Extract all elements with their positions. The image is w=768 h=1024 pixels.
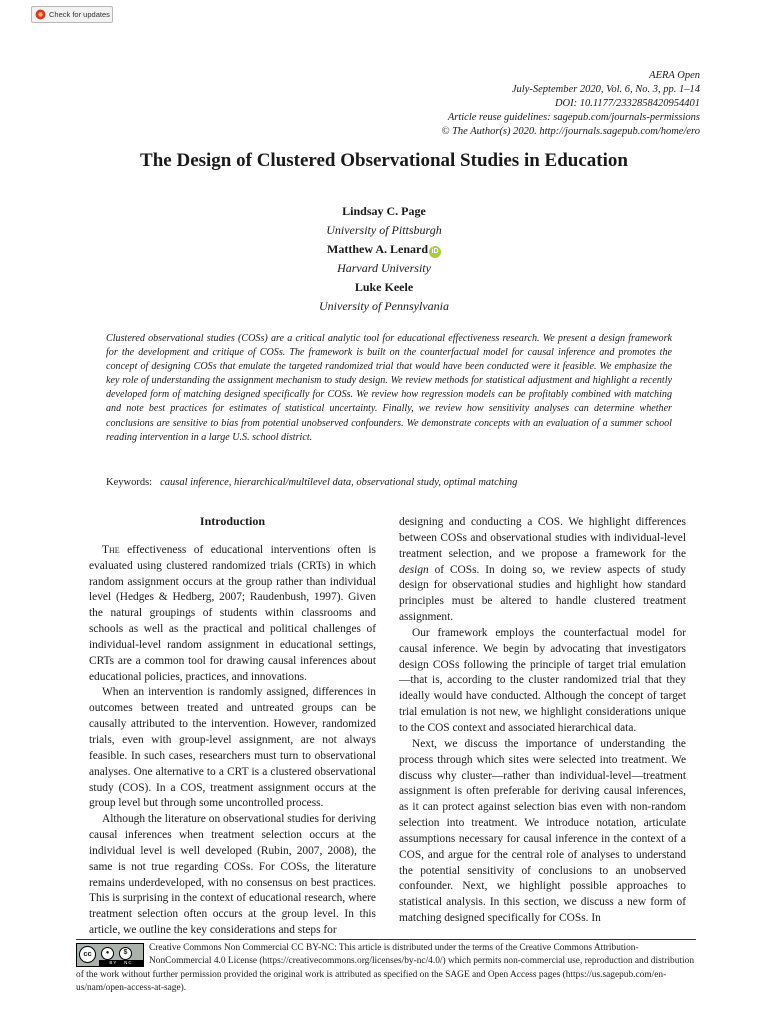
author-name: Matthew A. Lenard <box>327 242 428 256</box>
check-for-updates-label: Check for updates <box>49 10 110 19</box>
article-title: The Design of Clustered Observational Studies in Education <box>140 150 628 171</box>
author-affiliation: University of Pittsburgh <box>326 223 442 237</box>
orcid-icon[interactable]: iD <box>429 246 441 258</box>
cc-tag: BY NC <box>99 960 143 966</box>
license-footer <box>76 939 696 996</box>
section-heading: Introduction <box>199 514 266 528</box>
paragraph: The effectiveness of educational interventions often is evaluated using clustered randomized trials (CRTs) in which random assignment occurs at the group rather than individual level (Hedges & Hedberg, 2007; Raudenbush, 1997). Given the natural groupings of students within classrooms and schools as well as the practical and political challenges of individual-level random assignment in educational settings, CRTs are a common tool for drawing causal inferences about educational policies, practices, and innovations. <box>89 543 376 683</box>
author-affiliation: Harvard University <box>337 261 431 275</box>
no-dollar-icon: $ <box>119 947 132 960</box>
author-name-with-orcid <box>0 240 768 259</box>
left-column <box>89 514 376 939</box>
keywords <box>106 477 517 488</box>
paragraph: Our framework employs the counterfactual model for causal inference. We begin by advocating that investigators design COSs following the principle of target trial emulation—that is, according to the cluster randomized trial that they ideally would have conducted. Although the concept of target trial emulation is not new, we highlight considerations unique to the COS context and associated hierarchical data. <box>399 626 686 734</box>
cc-logo-icon: cc <box>79 946 96 963</box>
journal-doi[interactable]: DOI: 10.1177/2332858420954401 <box>554 98 700 109</box>
author-name: Luke Keele <box>354 280 414 294</box>
paragraph: Next, we discuss the importance of understanding the process through which sites were selected into treatment. We discuss why cluster—rather than individual-level—treatment assignment is often preferable for deriving causal inferences, as it can protect against selection bias even with non-random selection into treatment. We introduce notation, articulate assumptions necessary for causal inference in the context of a COS, and argue for the central role of analyses to understand the potential sensitivity of conclusions to an unobserved confounder. Next, we highlight possible approaches to statistical analysis. In this section, we discuss a new form of matching designed specifically for COSs. In <box>399 737 686 925</box>
right-column <box>399 515 686 927</box>
journal-name: AERA Open <box>649 70 700 81</box>
author-list <box>0 202 768 316</box>
journal-issue: July-September 2020, Vol. 6, No. 3, pp. 1–14 <box>511 84 700 95</box>
license-text: Creative Commons Non Commercial CC BY-NC: This article is distributed under the terms of the Creative Commons Attribution-NonCommercial 4.0 License (https://creativecommons.org/licenses/by-nc/4.0/) which permits non-commercial use, reproduction and distribution of the work without further permission provided the original work is attributed as specified on the SAGE and Open Access pages (https://us.sagepub.com/en-us/nam/open-access-at-sage). <box>76 943 695 994</box>
keywords-text: causal inference, hierarchical/multilevel data, observational study, optimal matching <box>160 477 518 488</box>
keywords-label: Keywords: <box>106 477 153 488</box>
abstract: Clustered observational studies (COSs) are a critical analytic tool for educational effectiveness research. We present a design framework for the development and critique of COSs. The framework is built on the counterfactual model for causal inference and promotes the concept of designing COSs that emulate the targeted randomized trial that would have been conducted were it feasible. We emphasize the key role of understanding the assignment mechanism to study design. We review methods for statistical adjustment and highlight a recently developed form of matching designed specifically for COSs. We review how regression models can be profitably combined with matching and note best practices for estimates of statistical uncertainty. Finally, we review how sensitivity analyses can determine whether conclusions are sensitive to bias from potential unobserved confounders. We demonstrate concepts with an evaluation of a summer school reading intervention in a large U.S. school district. <box>106 333 672 443</box>
paragraph: Although the literature on observational studies for deriving causal inferences when treatment selection occurs at the individual level is well developed (Rubin, 2007, 2008), the same is not true regarding COSs. For COSs, the literature remains underdeveloped, with no consensus on best practices. This is surprising in the context of educational research, where treatment selection often occurs at the group level. In this article, we outline the key considerations and steps for <box>89 813 376 937</box>
author-affiliation: University of Pennsylvania <box>319 299 449 313</box>
person-icon: ● <box>101 947 114 960</box>
journal-reuse[interactable]: Article reuse guidelines: sagepub.com/journals-permissions <box>447 112 700 123</box>
cc-by-nc-icon[interactable] <box>76 943 144 967</box>
crossmark-icon <box>35 9 46 20</box>
paragraph: designing and conducting a COS. We highlight differences between COSs and observational studies with individual-level treatment selection, and we propose a framework for the design of COSs. In doing so, we review aspects of study design for observational studies and highlight how standard principles must be altered to handle clustered treatment assignment. <box>399 516 686 624</box>
journal-copyright[interactable]: © The Author(s) 2020. http://journals.sagepub.com/home/ero <box>441 126 700 137</box>
journal-info <box>441 69 700 139</box>
check-for-updates-badge[interactable] <box>31 6 113 23</box>
lead-in: The <box>102 543 120 556</box>
author-name: Lindsay C. Page <box>342 204 426 218</box>
paragraph: When an intervention is randomly assigned, differences in outcomes between treated and untreated groups can be causally attributed to the intervention. However, randomized trials, even with group-level assignment, are not always feasible. In such cases, researchers must turn to observational analyses. One alternative to a CRT is a clustered observational study (COS). In a COS, treatment assignment occurs at the group level but through some uncontrolled process. <box>89 686 376 810</box>
